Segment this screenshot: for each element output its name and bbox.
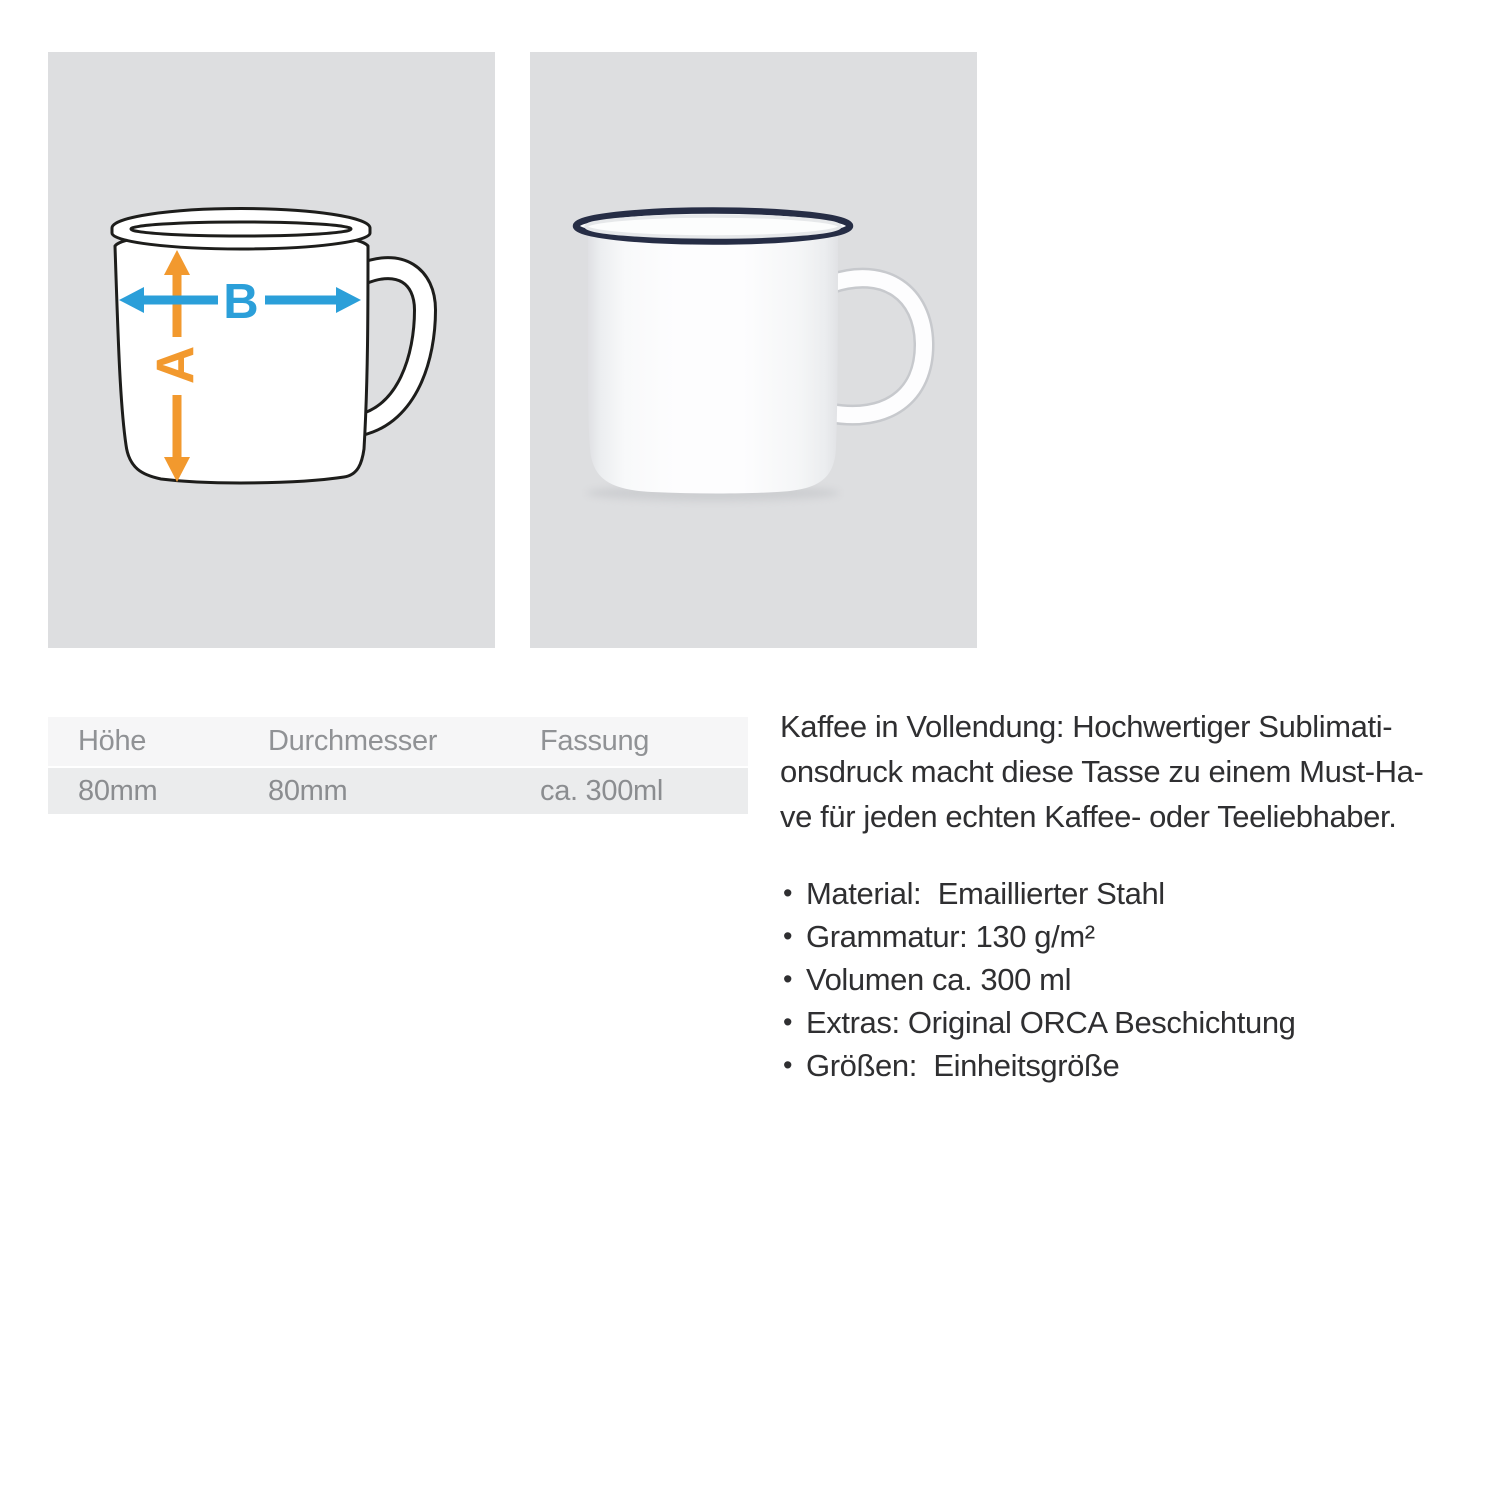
width-label: B bbox=[223, 275, 259, 329]
bullet-icon: • bbox=[783, 1050, 793, 1080]
description-paragraph bbox=[780, 704, 1490, 839]
feature-list bbox=[780, 872, 1490, 1087]
description-line: ve für jeden echten Kaffee- oder Teeliebhaber. bbox=[780, 799, 1397, 834]
product-photo-panel bbox=[530, 52, 977, 648]
list-item bbox=[780, 1001, 1490, 1044]
bullet-icon: • bbox=[783, 878, 793, 908]
bullet-icon: • bbox=[783, 1007, 793, 1037]
size-table-header-row bbox=[48, 717, 748, 766]
feature-groessen: Größen: Einheitsgröße bbox=[806, 1048, 1120, 1083]
feature-extras: Extras: Original ORCA Beschichtung bbox=[806, 1005, 1296, 1040]
list-item bbox=[780, 1044, 1490, 1087]
mug-outline-drawing bbox=[112, 209, 425, 483]
size-table-value-fassung: ca. 300ml bbox=[540, 774, 664, 807]
bullet-icon: • bbox=[783, 964, 793, 994]
feature-material: Material: Emaillierter Stahl bbox=[806, 876, 1165, 911]
mug-dimension-diagram-image bbox=[48, 52, 495, 648]
list-item bbox=[780, 958, 1490, 1001]
description-line: Kaffee in Vollendung: Hochwertiger Sublimati- bbox=[780, 709, 1393, 744]
size-table bbox=[48, 717, 748, 814]
dimension-diagram-panel bbox=[48, 52, 495, 648]
list-item bbox=[780, 872, 1490, 915]
mug-body bbox=[588, 232, 838, 494]
size-table-header-fassung: Fassung bbox=[540, 725, 650, 757]
product-description bbox=[780, 704, 1490, 1087]
mug-handle bbox=[830, 278, 924, 415]
feature-grammatur: Grammatur: 130 g/m² bbox=[806, 919, 1095, 954]
size-table-value-durchmesser: 80mm bbox=[268, 774, 348, 807]
feature-volumen: Volumen ca. 300 ml bbox=[806, 962, 1072, 997]
list-item bbox=[780, 915, 1490, 958]
bullet-icon: • bbox=[783, 921, 793, 951]
size-table-header-durchmesser: Durchmesser bbox=[268, 725, 438, 757]
enamel-mug-photo bbox=[530, 52, 977, 648]
size-table-value-hoehe: 80mm bbox=[78, 774, 158, 807]
height-label: A bbox=[146, 345, 206, 385]
size-table-header-hoehe: Höhe bbox=[78, 725, 147, 757]
description-line: onsdruck macht diese Tasse zu einem Must-Ha- bbox=[780, 754, 1424, 789]
size-table-value-row bbox=[48, 768, 748, 814]
